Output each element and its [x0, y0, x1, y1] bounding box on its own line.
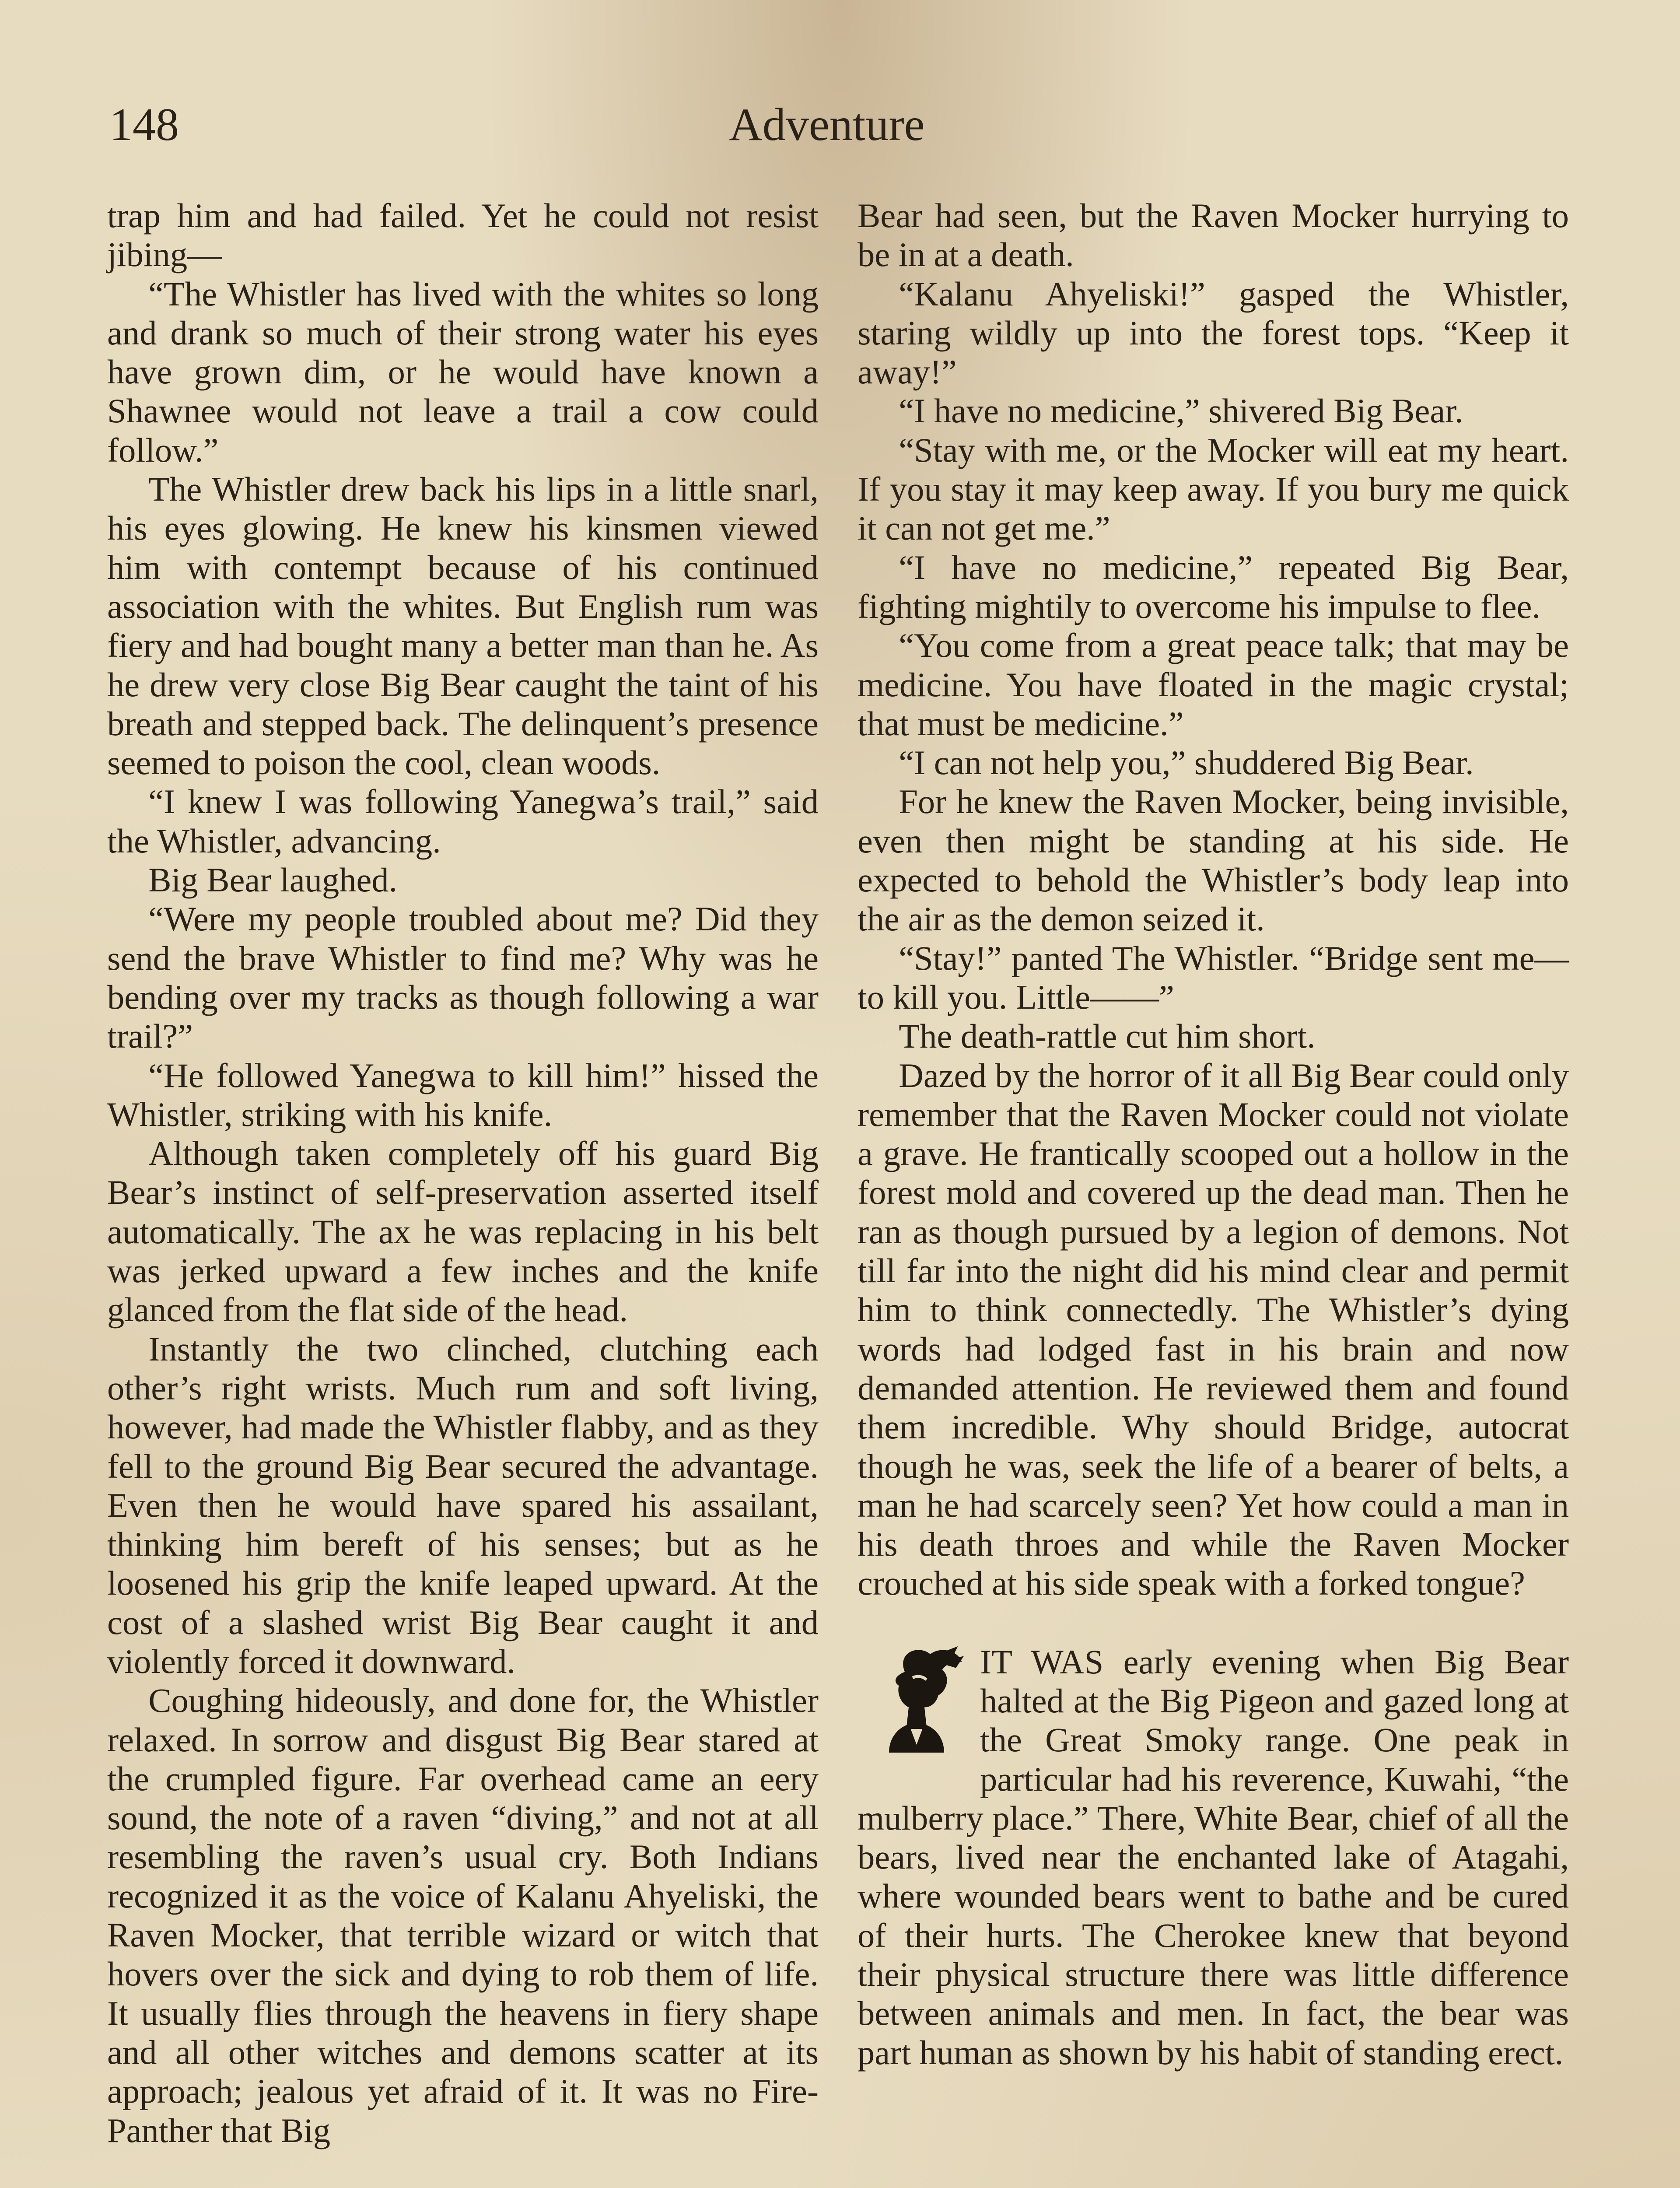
right-column [858, 196, 1569, 2072]
paragraph: “You come from a great peace talk; that may be medicine. You have floated in the magic crystal; that must be medicine.” [858, 626, 1569, 743]
paragraph: “I have no medicine,” shivered Big Bear. [899, 392, 1463, 430]
paragraph: “The Whistler has lived with the whites so long and drank so much of their strong water his eyes have grown dim, or he would have known a Shawnee would not leave a trail a cow could follow.” [107, 274, 819, 469]
paragraph: For he knew the Raven Mocker, being invisible, even then might be standing at his side. He expected to behold the Whistler’s body leap into the air as the demon seized it. [858, 782, 1569, 938]
paragraph: “I knew I was following Yanegwa’s trail,” said the Whistler, advancing. [107, 782, 819, 860]
paragraph: Dazed by the horror of it all Big Bear could only remember that the Raven Mocker could not violate a grave. He frantically scooped out a hollow in the forest mold and covered up the dead man. Then he ran as though pursued by a legion of demons. Not till far into the night did his mind clear and permit him to think connectedly. The Whistler’s dying words had lodged fast in his brain and now demanded attention. He reviewed them and found them incredible. Why should Bridge, autocrat though he was, seek the life of a bearer of belts, a man he had scarcely seen? Yet how could a man in his death throes and while the Raven Mocker crouched at his side speak with a forked tongue? [858, 1056, 1569, 1602]
paragraph: “Stay with me, or the Mocker will eat my heart. If you stay it may keep away. If you bury me quick it can not get me.” [858, 431, 1569, 547]
paragraph: Although taken completely off his guard Big Bear’s instinct of self-preservation asserted itself automatically. The ax he was replacing in his belt was jerked upward a few inches and the knife glanced from the flat side of the head. [107, 1134, 819, 1329]
paragraph: “I have no medicine,” repeated Big Bear, fighting mightily to overcome his impulse to flee. [858, 548, 1569, 625]
paragraph: Instantly the two clinched, clutching each other’s right wrists. Much rum and soft living, however, had made the Whistler flabby, and as they fell to the ground Big Bear secured the advantage. Even then he would have spared his assailant, thinking him bereft of his senses; but as he loosened his grip the knife leaped upward. At the cost of a slashed wrist Big Bear caught it and violently forced it downward. [107, 1329, 819, 1680]
paragraph: trap him and had failed. Yet he could not resist jibing— [107, 196, 819, 274]
paragraph: “Were my people troubled about me? Did they send the brave Whistler to find me? Why was he bending over my tracks as though following a war trail?” [107, 900, 819, 1055]
paragraph: IT WAS early evening when Big Bear halted at the Big Pigeon and gazed long at the Great Smoky range. One peak in particular had his reverence, Kuwahi, “the mulberry place.” There, White Bear, chief of all the bears, lived near the enchanted lake of Atagahi, where wounded bears went to bathe and be cured of their hurts. The Cherokee knew that beyond their physical structure there was little difference between animals and men. In fact, the bear was part human as shown by his habit of standing erect. [858, 1642, 1569, 2072]
running-title: Adventure [729, 99, 925, 150]
left-column [107, 196, 819, 2150]
paragraph: Bear had seen, but the Raven Mocker hurrying to be in at a death. [858, 196, 1569, 274]
section-break [858, 1642, 1569, 2072]
page-number: 148 [109, 99, 179, 150]
paragraph: The death-rattle cut him short. [899, 1017, 1316, 1055]
indian-chief-head-icon [866, 1642, 967, 1760]
paragraph: The Whistler drew back his lips in a little snarl, his eyes glowing. He knew his kinsmen viewed him with contempt because of his continued association with the whites. But English rum was fiery and had bought many a better man than he. As he drew very close Big Bear caught the taint of his breath and stepped back. The delinquent’s presence seemed to poison the cool, clean woods. [107, 470, 819, 782]
paragraph: “Stay!” panted The Whistler. “Bridge sent me—to kill you. Little——” [858, 939, 1569, 1016]
paragraph: “I can not help you,” shuddered Big Bear. [899, 743, 1474, 782]
paragraph: “He followed Yanegwa to kill him!” hissed the Whistler, striking with his knife. [107, 1056, 819, 1133]
paragraph: Coughing hideously, and done for, the Whistler relaxed. In sorrow and disgust Big Bear stared at the crumpled figure. Far overhead came an eery sound, the note of a raven “diving,” and not at all resembling the raven’s usual cry. Both Indians recognized it as the voice of Kalanu Ahyeliski, the Raven Mocker, that terrible wizard or witch that hovers over the sick and dying to rob them of life. It usually flies through the heavens in fiery shape and all other witches and demons scatter at its approach; jealous yet afraid of it. It was no Fire-Panther that Big [107, 1681, 819, 2149]
paragraph: “Kalanu Ahyeliski!” gasped the Whistler, staring wildly up into the forest tops. “Keep it away!” [858, 274, 1569, 391]
paragraph: Big Bear laughed. [148, 861, 398, 899]
page-header [109, 94, 1544, 155]
